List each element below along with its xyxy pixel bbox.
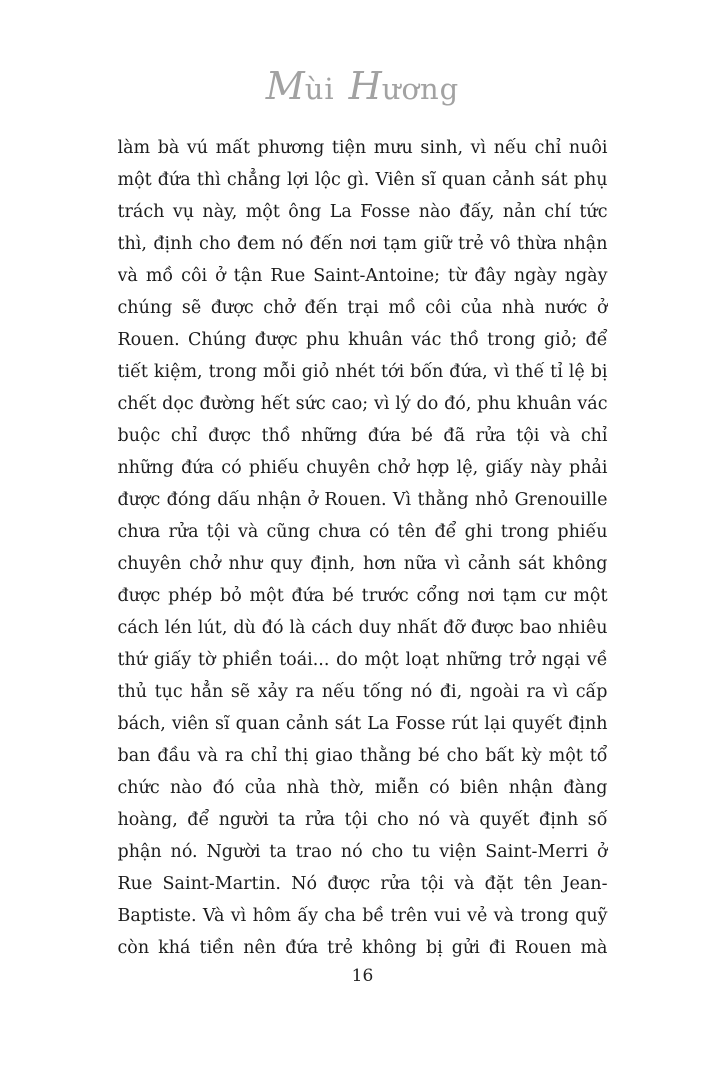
header-word-2-rest: ương: [381, 72, 460, 106]
text-line: và mồ côi ở tận Rue Saint-Antoine; từ đây ngày ngày: [117, 265, 608, 286]
page-number: 16: [351, 966, 374, 986]
text-line: cách lén lút, dù đó là cách duy nhất đỡ được bao nhiêu: [117, 617, 608, 638]
text-line: trách vụ này, một ông La Fosse nào đấy, nản chí tức: [117, 201, 608, 222]
text-line: ban đầu và ra chỉ thị giao thằng bé cho bất kỳ một tổ: [117, 745, 608, 766]
header-initial-h: H: [348, 64, 382, 108]
text-line: bách, viên sĩ quan cảnh sát La Fosse rút lại quyết định: [117, 713, 608, 734]
text-line: chức nào đó của nhà thờ, miễn có biên nhận đàng: [117, 777, 608, 798]
text-line: còn khá tiền nên đứa trẻ không bị gửi đi Rouen mà: [117, 937, 608, 958]
text-line: thứ giấy tờ phiền toái... do một loạt những trở ngại về: [117, 649, 608, 670]
text-line: phận nó. Người ta trao nó cho tu viện Saint-Merri ở: [117, 841, 608, 862]
text-line: được phép bỏ một đứa bé trước cổng nơi tạm cư một: [117, 585, 608, 606]
text-line: thì, định cho đem nó đến nơi tạm giữ trẻ vô thừa nhận: [117, 233, 608, 254]
header-initial-m: M: [265, 64, 305, 108]
text-line: chuyên chở như quy định, hơn nữa vì cảnh sát không: [117, 553, 608, 574]
running-header-title: [0, 0, 725, 108]
text-line: được đóng dấu nhận ở Rouen. Vì thằng nhỏ Grenouille: [117, 489, 608, 510]
text-line: làm bà vú mất phương tiện mưu sinh, vì nếu chỉ nuôi: [117, 137, 608, 158]
text-line: buộc chỉ được thồ những đứa bé đã rửa tội và chỉ: [117, 425, 608, 446]
text-line: Rue Saint-Martin. Nó được rửa tội và đặt tên Jean-: [117, 873, 608, 894]
body-text-block: [118, 132, 608, 964]
text-line: Baptiste. Và vì hôm ấy cha bề trên vui vẻ và trong quỹ: [117, 905, 608, 926]
text-line: thủ tục hẳn sẽ xảy ra nếu tống nó đi, ngoài ra vì cấp: [117, 681, 608, 702]
header-word-1-rest: ùi: [304, 72, 335, 106]
text-line: chết dọc đường hết sức cao; vì lý do đó, phu khuân vác: [117, 393, 608, 414]
text-line: chúng sẽ được chở đến trại mồ côi của nhà nước ở: [117, 297, 608, 318]
text-line: những đứa có phiếu chuyên chở hợp lệ, giấy này phải: [117, 457, 608, 478]
text-line: chưa rửa tội và cũng chưa có tên để ghi trong phiếu: [117, 521, 608, 542]
text-line: tiết kiệm, trong mỗi giỏ nhét tới bốn đứa, vì thế tỉ lệ bị: [117, 361, 608, 382]
text-line: hoàng, để người ta rửa tội cho nó và quyết định số: [117, 809, 608, 830]
text-line: Rouen. Chúng được phu khuân vác thồ trong giỏ; để: [117, 329, 608, 350]
text-line: một đứa thì chẳng lợi lộc gì. Viên sĩ quan cảnh sát phụ: [117, 169, 608, 190]
